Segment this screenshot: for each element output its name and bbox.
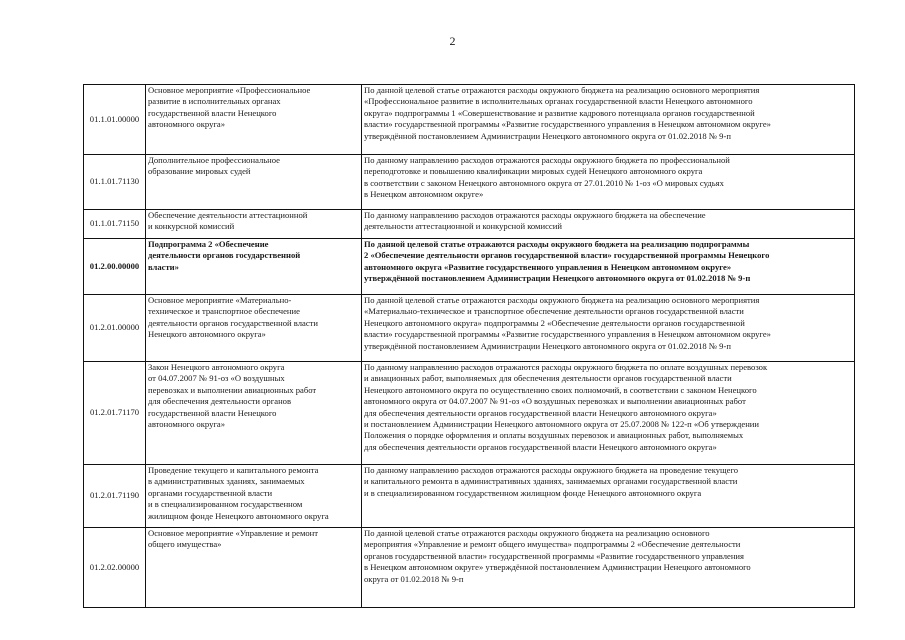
row-description: По данной целевой статье отражаются расходы окружного бюджета на реализацию основного мероприятия «Управление и ремонт общего имущества» подпрограммы 2 «Обеспечение деятельности органов государственной власти» государственной программы «Развитие государственного управления в Ненецком автономном округе» утверждённой постановлением Администрации Ненецкого автономного округа от 01.02.2018 № 9-п xyxy=(362,528,855,608)
row-name: Проведение текущего и капитального ремонта в административных зданиях, занимаемых органами государственной власти и в специализированном государственном жилищном фонде Ненецкого автономного округа xyxy=(146,465,362,528)
row-code: 01.2.01.71170 xyxy=(84,362,146,465)
row-name: Закон Ненецкого автономного округа от 04.07.2007 № 91-оз «О воздушных перевозках и выполнении авиационных работ для обеспечения деятельности органов государственной власти Ненецкого автономного округа» xyxy=(146,362,362,465)
row-description: По данной целевой статье отражаются расходы окружного бюджета на реализацию основного мероприятия «Профессиональное развитие в исполнительных органах государственной власти Ненецкого автономного округа» подпрограммы 1 «Совершенствование и развитие кадрового потенциала органов государственной власти» государственной программы «Развитие государственного управления в Ненецком автономном округе» утверждённой постановлением Администрации Ненецкого автономного округа от 01.02.2018 № 9-п xyxy=(362,85,855,155)
table-row xyxy=(84,155,855,210)
row-description: По данному направлению расходов отражаются расходы окружного бюджета по оплате воздушных перевозок и авиационных работ, выполняемых для обеспечения деятельности органов государственной власти Ненецкого автономного округа по осуществлению своих полномочий, в соответствии с законом Ненецкого автономного округа от 04.07.2007 № 91-оз «О воздушных перевозках и выполнении авиационных работ для обеспечения деятельности органов государственной власти Ненецкого автономного округа» и постановлением Администрации Ненецкого автономного округа от 25.07.2008 № 122-п «Об утверждении Положения о порядке оформления и оплаты воздушных перевозок и авиационных работ, выполняемых для обеспечения деятельности органов государственной власти Ненецкого автономного округа» xyxy=(362,362,855,465)
row-description: По данной целевой статье отражаются расходы окружного бюджета на реализацию подпрограммы 2 «Обеспечение деятельности органов государственной власти» государственной программы Ненецкого автономного округа «Развитие государственного управления в Ненецком автономном округе» утверждённой постановлением Администрации Ненецкого автономного округа от 01.02.2018 № 9-п xyxy=(362,239,855,295)
table-row xyxy=(84,295,855,362)
row-name: Основное мероприятие «Управление и ремонт общего имущества» xyxy=(146,528,362,608)
table-row-subprogram xyxy=(84,239,855,295)
row-name: Дополнительное профессиональное образование мировых судей xyxy=(146,155,362,210)
table-row xyxy=(84,528,855,608)
row-code: 01.1.01.71130 xyxy=(84,155,146,210)
table-row xyxy=(84,362,855,465)
row-name: Обеспечение деятельности аттестационной и конкурсной комиссий xyxy=(146,210,362,239)
budget-classification-table xyxy=(83,84,855,608)
row-description: По данному направлению расходов отражаются расходы окружного бюджета на обеспечение деятельности аттестационной и конкурсной комиссий xyxy=(362,210,855,239)
row-code: 01.2.01.71190 xyxy=(84,465,146,528)
row-code: 01.2.00.00000 xyxy=(84,239,146,295)
row-code: 01.2.01.00000 xyxy=(84,295,146,362)
table-row xyxy=(84,210,855,239)
row-description: По данной целевой статье отражаются расходы окружного бюджета на реализацию основного мероприятия «Материально-техническое и транспортное обеспечение деятельности органов государственной власти Ненецкого автономного округа» подпрограммы 2 «Обеспечение деятельности органов государственной власти» государственной программы «Развитие государственного управления в Ненецком автономном округе» утверждённой постановлением Администрации Ненецкого автономного округа от 01.02.2018 № 9-п xyxy=(362,295,855,362)
row-code: 01.2.02.00000 xyxy=(84,528,146,608)
row-code: 01.1.01.00000 xyxy=(84,85,146,155)
page-number: 2 xyxy=(449,34,456,48)
row-name: Основное мероприятие «Материально- техническое и транспортное обеспечение деятельности органов государственной власти Ненецкого автономного округа» xyxy=(146,295,362,362)
table-row xyxy=(84,85,855,155)
row-name: Основное мероприятие «Профессиональное развитие в исполнительных органах государственной власти Ненецкого автономного округа» xyxy=(146,85,362,155)
row-code: 01.1.01.71150 xyxy=(84,210,146,239)
row-description: По данному направлению расходов отражаются расходы окружного бюджета на проведение текущего и капитального ремонта в административных зданиях, занимаемых органами государственной власти и в специализированном государственном жилищном фонде Ненецкого автономного округа xyxy=(362,465,855,528)
row-name: Подпрограмма 2 «Обеспечение деятельности органов государственной власти» xyxy=(146,239,362,295)
row-description: По данному направлению расходов отражаются расходы окружного бюджета по профессиональной переподготовке и повышению квалификации мировых судей Ненецкого автономного округа в соответствии с законом Ненецкого автономного округа от 27.01.2010 № 1-оз «О мировых судьях в Ненецком автономном округе» xyxy=(362,155,855,210)
table-row xyxy=(84,465,855,528)
